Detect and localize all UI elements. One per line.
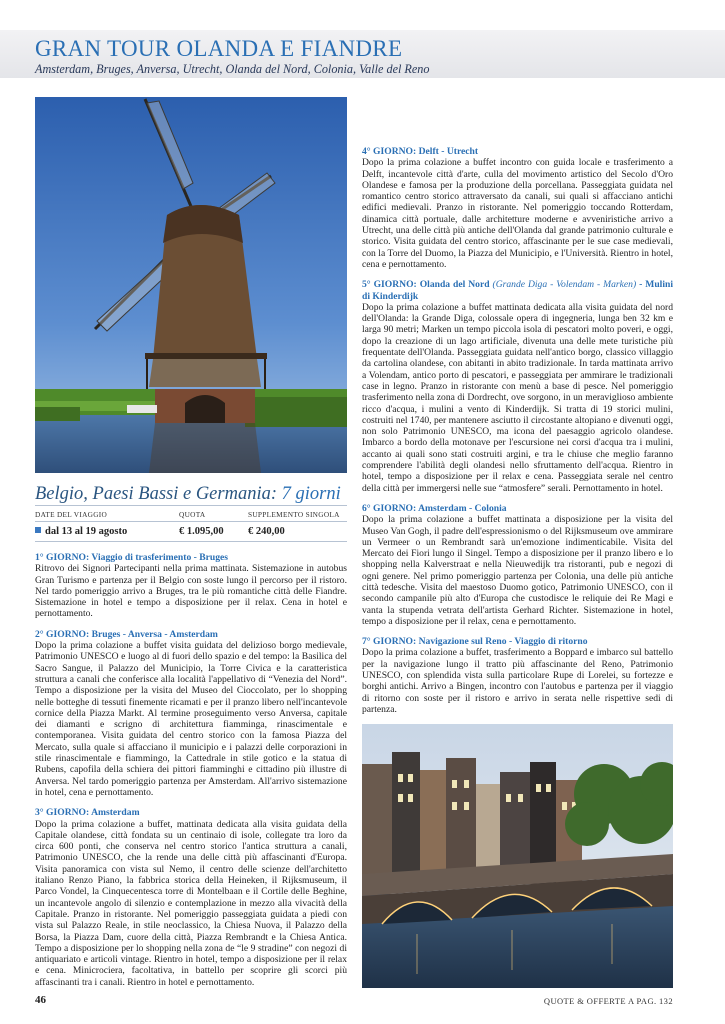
day-5-text: Dopo la prima colazione a buffet mattinata dedicata alla visita guidata del nord dell'Olanda: la Grande Diga, colossale opera di ingegneria, lunga ben 32 km e larga 90 metri; Marken un tempo piccola isola di pescatori molto poveri, e oggi, dopo la creazione di un lago artificiale, divenuta una delle mete turistiche più frequentate dell'Olanda. Passeggiata guidata nell'antico borgo, classico villaggio da cartolina olandese, con abitanti in abito tradizionale. In tarda mattinata arrivo a Volendam, antico porto di pescatori, e passeggiata per ammirare le tradizionali case in legno. Pranzo in ristorante con menù a base di pesce. Nel pomeriggio trasferimento nella zona di Dordrecht, ove sorgono, in un meraviglioso ambiente ricco d'acqua, i mulini a vento di Kinderdijk. Si tratta di 19 storici mulini, costruiti nel 1740, per mantenere asciutto il circostante altopiano e divenuti oggi, non solo Patrimonio UNESCO, ma icona del paesaggio agricolo olandese. Imbarco a bordo della motonave per l'escursione nei corsi d'acqua tra i mulini, accanto ai quali sono stati costruiti argini, e tra le chiuse che meglio faranno comprendere l'abilità degli olandesi nello sfruttamento dell'acqua. Rientro in hotel, tempo a disposizione per il relax e cena. Passeggiata serale nel centro della città per immergersi nelle sue “atmosfere” serali. Pernottamento in hotel. (362, 301, 673, 494)
header-supplement: SUPPLEMENTO SINGOLA (248, 510, 340, 519)
divider-bottom (35, 541, 347, 542)
day-2 (35, 629, 347, 798)
row-dates (35, 526, 127, 537)
page-number: 46 (35, 994, 46, 1006)
day-5-heading (362, 279, 673, 302)
tour-days: 7 giorni (281, 484, 341, 504)
day-4-heading: 4° GIORNO: Delft - Utrecht (362, 146, 479, 157)
divider-top (35, 505, 347, 506)
day-7 (362, 636, 673, 715)
day-2-text: Dopo la prima colazione a buffet visita guidata del delizioso borgo medievale, Patrimonio UNESCO e luogo al di fuori dello spazio e del tempo: la Basilica del Sacro Sangue, il Palazzo del Municipio, la Torre Civica e la caratteristica struttura a canali che conferisce alla località l'appellativo di “Venezia del Nord”. Tempo a disposizione per la visita del Museo del Cioccolato, per lo shopping nelle botteghe di tessuti finemente ricamati e per il pranzo libero nell'incantevole cornice della Piazza Markt. Al termine proseguimento verso Anversa, capitale dei diamanti e scrigno di architettura fiamminga, rinascimentale e contemporanea. Visita guidata del centro storico con la famosa Piazza del Mercato, sulla quale si affacciano il municipio e i palazzi delle corporazioni in stile rinascimentale e fiammingo, la Cattedrale in stile gotico e la statua di Rubens, capofila della schiera dei pittori fiamminghi e cittadino più illustre di Anversa. Nel tardo pomeriggio partenza per Amsterdam. All'arrivo sistemazione in hotel, cena e pernottamento. (35, 640, 347, 798)
day-1-heading: 1° GIORNO: Viaggio di trasferimento - Bruges (35, 552, 229, 563)
bullet-icon (35, 527, 41, 533)
itinerary-left-column (35, 552, 347, 988)
day-3-text: Dopo la prima colazione a buffet, mattinata dedicata alla visita guidata della Capitale olandese, città fondata su un centinaio di isole, collegate tra loro da circa 600 ponti, che conserva nel centro storico l'antica struttura a canali, Patrimonio UNESCO, che la rende una delle città più affascinanti d'Europa. Visita panoramica con vista sul Nemo, il centro delle scienze dell'architetto italiano Renzo Piano, la fabbrica storica della Heineken, il Rijksmuseum, il Parco Vondel, la Cinquecentesca torre di Montelbaan e il Cortile delle Beghine, un incantevole angolo di silenzio e contemplazione in mezzo alla vivacità della Capitale. Pranzo in ristorante. Nel pomeriggio passeggiata guidata a piedi con vista sul Palazzo Reale, in stile neoclassico, la Chiesa Nuova, il Palazzo della Borsa, la Piazza Dam, cuore della città, Piazza Rembrandt e la Chiesa Antica. Tempo a disposizione per lo shopping nella zona de “le 9 stradine” con negozi di antiquariato e articoli vintage. Rientro in hotel, tempo a disposizione per il relax e cena. Minicrociera, facoltativa, in battello per scoprire gli scorci più affascinanti tra i canali. Rientro in hotel e pernottamento. (35, 818, 347, 988)
header-price: QUOTA (179, 510, 206, 519)
page-subtitle: Amsterdam, Bruges, Anversa, Utrecht, Olanda del Nord, Colonia, Valle del Reno (35, 62, 430, 76)
day-3 (35, 807, 347, 988)
page-title: GRAN TOUR OLANDA E FIANDRE (35, 36, 403, 61)
day-1-text: Ritrovo dei Signori Partecipanti nella prima mattinata. Sistemazione in autobus Gran Turismo e partenza per il Belgio con soste lungo il percorso per il ristoro. Nel tardo pomeriggio arrivo a Bruges, tra le più romantiche città delle Fiandre. Sistemazione in hotel e tempo a disposizione per il relax. Cena in hotel e pernottamento. (35, 563, 347, 620)
footer-note: QUOTE & OFFERTE A PAG. 132 (543, 996, 673, 1006)
day-5-heading-places: (Grande Diga - Volendam - Marken) (492, 279, 637, 291)
tour-title (35, 484, 341, 505)
day-7-text: Dopo la prima colazione a buffet, trasferimento a Boppard e imbarco sul battello per la navigazione lungo il tratto più affascinante del Reno, Patrimonio UNESCO, con splendida vista sulla particolare Rupe di Lorelei, su fortezze e borghi antichi. Arrivo a Bingen, incontro con l'autobus e partenza per il viaggio di ritorno con soste per il ristoro e arrivo in serata nelle rispettive sedi di partenza. (362, 647, 673, 715)
tour-title-text: Belgio, Paesi Bassi e Germania: (35, 484, 277, 504)
day-6-text: Dopo la prima colazione a buffet mattinata a disposizione per la visita del Museo Van Gogh, il padre dell'espressionismo o del Rijksmuseum ove ammirare un Vermeer o un Rembrandt sarà un'emozione indimenticabile. Visita del Mercato dei Fiori lungo il Singel. Tempo a disposizione per il pranzo libero e lo shopping nella Kalverstraat e nella Nieuwedijk tra ristoranti, pub e negozi di ogni genere. Nel primo pomeriggio partenza per Colonia, una delle più antiche città tedesche. Visita del maestoso Duomo gotico, Patrimonio UNESCO, con il secondo campanile più alto d'Europa che custodisce le reliquie dei Re Magi e vanta la stupenda vetrata dell'artista Gerhard Richter. Sistemazione in hotel, tempo a disposizione per il relax, cena e pernottamento. (362, 514, 673, 627)
row-supplement: € 240,00 (248, 526, 285, 537)
divider-mid (35, 521, 347, 522)
windmill-photo (35, 97, 347, 473)
row-dates-text: dal 13 al 19 agosto (45, 526, 128, 537)
day-5-heading-tail: - Mulini di Kinderdijk (362, 279, 674, 302)
day-3-heading: 3° GIORNO: Amsterdam (35, 807, 140, 819)
day-1 (35, 552, 347, 620)
day-7-heading: 7° GIORNO: Navigazione sul Reno - Viaggio di ritorno (362, 636, 588, 648)
day-2-heading: 2° GIORNO: Bruges - Anversa - Amsterdam (35, 628, 218, 640)
row-price: € 1.095,00 (179, 526, 224, 537)
itinerary-right-column (362, 146, 673, 715)
day-5-heading-main: 5° GIORNO: Olanda del Nord (362, 279, 490, 291)
day-6-heading: 6° GIORNO: Amsterdam - Colonia (362, 502, 507, 514)
day-4 (362, 146, 673, 270)
day-6 (362, 503, 673, 627)
day-5 (362, 279, 673, 494)
day-4-text: Dopo la prima colazione a buffet incontro con guida locale e trasferimento a Delft, incantevole città d'arte, culla del movimento artistico del Secolo d'Oro Olandese e famosa per la produzione della porcellana. Passeggiata guidata nel romantico centro storico attraversato da canali, sui quali si affacciano antichi edifici medievali. Pranzo in ristorante. Nel pomeriggio toccando Rotterdam, dinamica città portuale, dalle architetture moderne e avveniristiche arrivo a Utrecht, una delle città più antiche dell'Olanda dal grande patrimonio culturale e storico. Visita guidata del centro storico, affascinante per le sue case medievali, con la Torre del Duomo, la Piazza del Municipio, e l'Università. Rientro in hotel, cena e pernottamento. (362, 157, 673, 270)
header-dates: DATE DEL VIAGGIO (35, 510, 108, 519)
amsterdam-canal-photo (362, 724, 673, 988)
